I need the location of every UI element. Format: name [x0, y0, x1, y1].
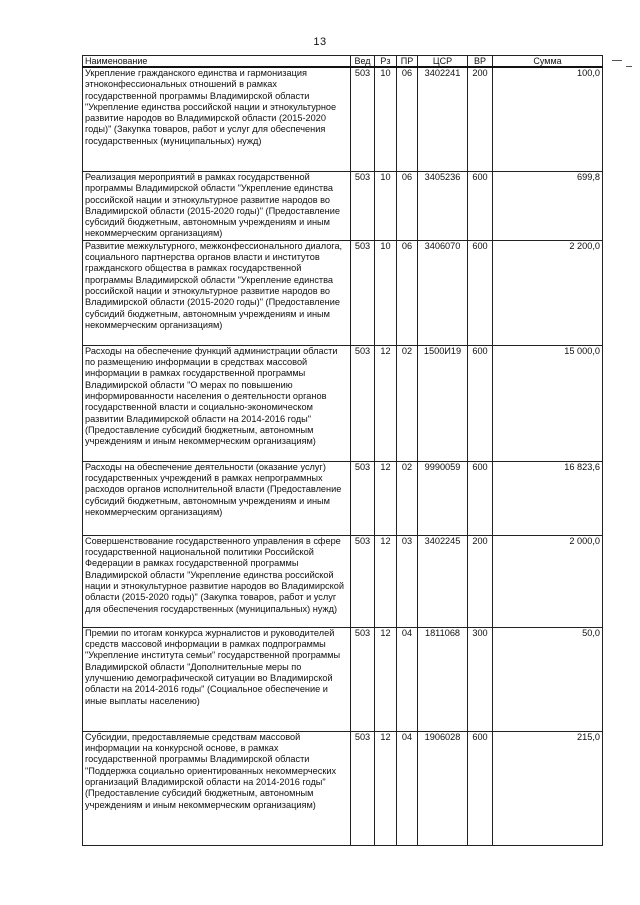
table-row	[83, 345, 603, 461]
table-row	[83, 731, 603, 845]
row-ved: 503	[351, 627, 375, 731]
row-vr: 600	[468, 345, 493, 461]
table-header-row	[83, 56, 603, 68]
table-row	[83, 67, 603, 172]
row-ved: 503	[351, 535, 375, 627]
scan-mark	[626, 66, 632, 67]
header-sum: Сумма	[493, 56, 603, 68]
row-sum: 50,0	[493, 627, 603, 731]
row-ved: 503	[351, 240, 375, 345]
row-ved: 503	[351, 345, 375, 461]
row-rz: 12	[375, 345, 397, 461]
row-csr: 1906028	[418, 731, 468, 845]
table-row	[83, 172, 603, 241]
row-rz: 10	[375, 172, 397, 241]
row-vr: 600	[468, 461, 493, 535]
row-name: Субсидии, предоставляемые средствам массовой информации на конкурсной основе, в рамках государственной программы Владимирской области "Поддержка социально ориентированных некоммерческих организаций Владимирской области на 2014-2016 годы" (Предоставление субсидий бюджетным, автономным учреждениям и иным некоммерческим организациям)	[83, 731, 351, 845]
header-pr: ПР	[397, 56, 418, 68]
row-name: Укрепление гражданского единства и гармонизация этноконфессиональных отношений в рамках государственной программы Владимирской области "Укрепление единства российской нации и этнокультурное развитие народов во Владимирской области (2015-2020 годы)" (Закупка товаров, работ и услуг для обеспечения государственных (муниципальных) нужд)	[83, 67, 351, 172]
header-ved: Вед	[351, 56, 375, 68]
row-pr: 06	[397, 67, 418, 172]
header-csr: ЦСР	[418, 56, 468, 68]
row-vr: 600	[468, 240, 493, 345]
header-rz: Рз	[375, 56, 397, 68]
row-rz: 12	[375, 731, 397, 845]
table-row	[83, 461, 603, 535]
row-sum: 15 000,0	[493, 345, 603, 461]
table-row	[83, 627, 603, 731]
row-csr: 3402245	[418, 535, 468, 627]
table-row	[83, 535, 603, 627]
row-rz: 10	[375, 67, 397, 172]
row-ved: 503	[351, 731, 375, 845]
row-csr: 9990059	[418, 461, 468, 535]
row-name: Совершенствование государственного управления в сфере государственной национальной политики Российской Федерации в рамках государственной программы Владимирской области "Укрепление единства российской нации и этнокультурное развитие народов во Владимирской области (2015-2020 годы)" (Закупка товаров, работ и услуг для обеспечения государственных (муниципальных) нужд)	[83, 535, 351, 627]
row-vr: 200	[468, 535, 493, 627]
row-name: Расходы на обеспечение функций администрации области по размещению информации в средствах массовой информации в рамках государственной программы Владимирской области "О мерах по повышению информированности населения о деятельности органов государственной власти и социально-экономическом развитии Владимирской области на 2014-2016 годы" (Предоставление субсидий бюджетным, автономным учреждениям и иным некоммерческим организациям)	[83, 345, 351, 461]
row-csr: 3405236	[418, 172, 468, 241]
row-rz: 12	[375, 627, 397, 731]
row-vr: 200	[468, 67, 493, 172]
row-csr: 3402241	[418, 67, 468, 172]
row-sum: 100,0	[493, 67, 603, 172]
row-pr: 02	[397, 461, 418, 535]
row-pr: 06	[397, 240, 418, 345]
row-sum: 215,0	[493, 731, 603, 845]
table-row	[83, 240, 603, 345]
row-ved: 503	[351, 461, 375, 535]
budget-table	[82, 55, 603, 846]
row-ved: 503	[351, 172, 375, 241]
row-rz: 12	[375, 535, 397, 627]
row-sum: 16 823,6	[493, 461, 603, 535]
row-pr: 03	[397, 535, 418, 627]
row-pr: 06	[397, 172, 418, 241]
row-name: Развитие межкультурного, межконфессионального диалога, социального партнерства органов власти и институтов гражданского общества в рамках государственной программы Владимирской области "Укрепление единства российской нации и этнокультурное развитие народов во Владимирской области (2015-2020 годы)" (Предоставление субсидий бюджетным, автономным учреждениям и иным некоммерческим организациям)	[83, 240, 351, 345]
row-rz: 10	[375, 240, 397, 345]
header-vr: ВР	[468, 56, 493, 68]
row-name: Расходы на обеспечение деятельности (оказание услуг) государственных учреждений в рамках непрограммных расходов органов исполнительной власти (Предоставление субсидий бюджетным, автономным учреждениям и иным некоммерческим организациям)	[83, 461, 351, 535]
row-vr: 600	[468, 172, 493, 241]
row-pr: 02	[397, 345, 418, 461]
row-vr: 600	[468, 731, 493, 845]
row-sum: 699,8	[493, 172, 603, 241]
row-vr: 300	[468, 627, 493, 731]
row-name: Премии по итогам конкурса журналистов и руководителей средств массовой информации в рамках подпрограммы "Укрепление института семьи" государственной программы Владимирской области "Дополнительные меры по улучшению демографической ситуации во Владимирской области на 2014-2016 годы" (Социальное обеспечение и иные выплаты населению)	[83, 627, 351, 731]
row-csr: 1500И19	[418, 345, 468, 461]
page-number: 13	[313, 36, 327, 48]
row-csr: 1811068	[418, 627, 468, 731]
row-csr: 3406070	[418, 240, 468, 345]
scan-mark	[612, 60, 622, 61]
row-pr: 04	[397, 627, 418, 731]
row-ved: 503	[351, 67, 375, 172]
row-rz: 12	[375, 461, 397, 535]
row-sum: 2 000,0	[493, 535, 603, 627]
row-pr: 04	[397, 731, 418, 845]
row-name: Реализация мероприятий в рамках государственной программы Владимирской области "Укрепление единства российской нации и этнокультурное развитие народов во Владимирской области (2015-2020 годы)" (Предоставление субсидий бюджетным, автономным учреждениям и иным некоммерческим организациям)	[83, 172, 351, 241]
header-name: Наименование	[83, 56, 351, 68]
row-sum: 2 200,0	[493, 240, 603, 345]
